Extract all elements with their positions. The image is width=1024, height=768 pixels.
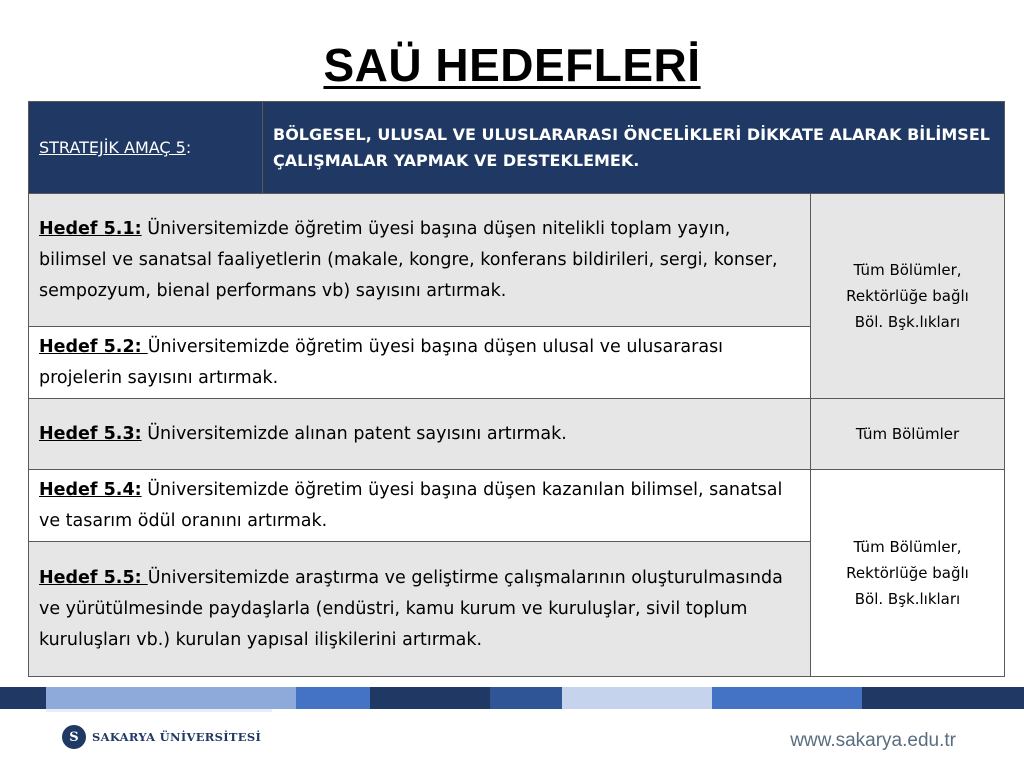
band-segment <box>712 687 862 709</box>
band-segment <box>0 687 46 709</box>
goal-label: Hedef 5.1: <box>39 218 142 239</box>
band-segment <box>370 687 490 709</box>
goal-label: Hedef 5.3: <box>39 423 142 444</box>
strategic-goal-label <box>29 102 263 194</box>
goal-5-3 <box>29 399 811 470</box>
strategic-goal-text: BÖLGESEL, ULUSAL VE ULUSLARARASI ÖNCELİKLERİ DİKKATE ALARAK BİLİMSEL ÇALIŞMALAR YAPMAK VE DESTEKLEMEK. <box>263 102 1005 194</box>
goal-text: Üniversitemizde öğretim üyesi başına düşen ulusal ve ulusararası projelerin sayısını artırmak. <box>39 336 724 388</box>
university-logo <box>46 709 272 762</box>
table-row <box>29 470 1005 542</box>
responsible-units-1 <box>811 194 1005 399</box>
responsible-line: Böl. Bşk.lıkları <box>854 590 961 608</box>
band-segment <box>46 687 296 709</box>
goal-label: Hedef 5.2: <box>39 336 148 357</box>
strategic-goal-label-suffix: : <box>185 138 192 157</box>
table-row <box>29 194 1005 327</box>
table-header-row <box>29 102 1005 194</box>
goal-label: Hedef 5.4: <box>39 479 142 500</box>
table-row <box>29 399 1005 470</box>
responsible-line: Tüm Bölümler, <box>853 538 962 556</box>
goal-5-1 <box>29 194 811 327</box>
goal-text: Üniversitemizde araştırma ve geliştirme çalışmalarının oluşturulmasında ve yürütülmesinde paydaşlarla (endüstri, kamu kurum ve kuruluşlar, sivil toplum kuruluşları vb.) kurulan yapısal ilişkilerini artırmak. <box>39 567 783 650</box>
responsible-units-3 <box>811 470 1005 677</box>
goal-5-5 <box>29 542 811 677</box>
goal-text: Üniversitemizde öğretim üyesi başına düşen kazanılan bilimsel, sanatsal ve tasarım ödül oranını artırmak. <box>39 479 783 531</box>
goal-text: Üniversitemizde öğretim üyesi başına düşen nitelikli toplam yayın, bilimsel ve sanatsal faaliyetlerin (makale, kongre, konferans bildirileri, sergi, konser, sempozyum, bienal performans vb) sayısını artırmak. <box>39 218 778 301</box>
band-segment <box>562 687 712 709</box>
footer-color-band <box>0 687 1024 709</box>
goal-5-4 <box>29 470 811 542</box>
strategic-goal-label-text: STRATEJİK AMAÇ 5 <box>39 138 186 157</box>
responsible-line: Rektörlüğe bağlı <box>846 287 969 305</box>
band-segment <box>490 687 562 709</box>
goals-table <box>28 101 1005 677</box>
university-emblem-icon: S <box>62 725 86 749</box>
slide-title: SAÜ HEDEFLERİ <box>323 39 701 91</box>
responsible-line: Rektörlüğe bağlı <box>846 564 969 582</box>
goal-text: Üniversitemizde alınan patent sayısını artırmak. <box>141 423 567 444</box>
goal-label: Hedef 5.5: <box>39 567 148 588</box>
university-logo-text: SAKARYA ÜNİVERSİTESİ <box>92 730 262 744</box>
responsible-line: Tüm Bölümler, <box>853 261 962 279</box>
band-segment <box>296 687 370 709</box>
footer-url[interactable]: www.sakarya.edu.tr <box>790 730 956 751</box>
band-segment <box>862 687 1024 709</box>
responsible-units-2: Tüm Bölümler <box>811 399 1005 470</box>
goal-5-2 <box>29 327 811 399</box>
responsible-line: Böl. Bşk.lıkları <box>854 313 961 331</box>
